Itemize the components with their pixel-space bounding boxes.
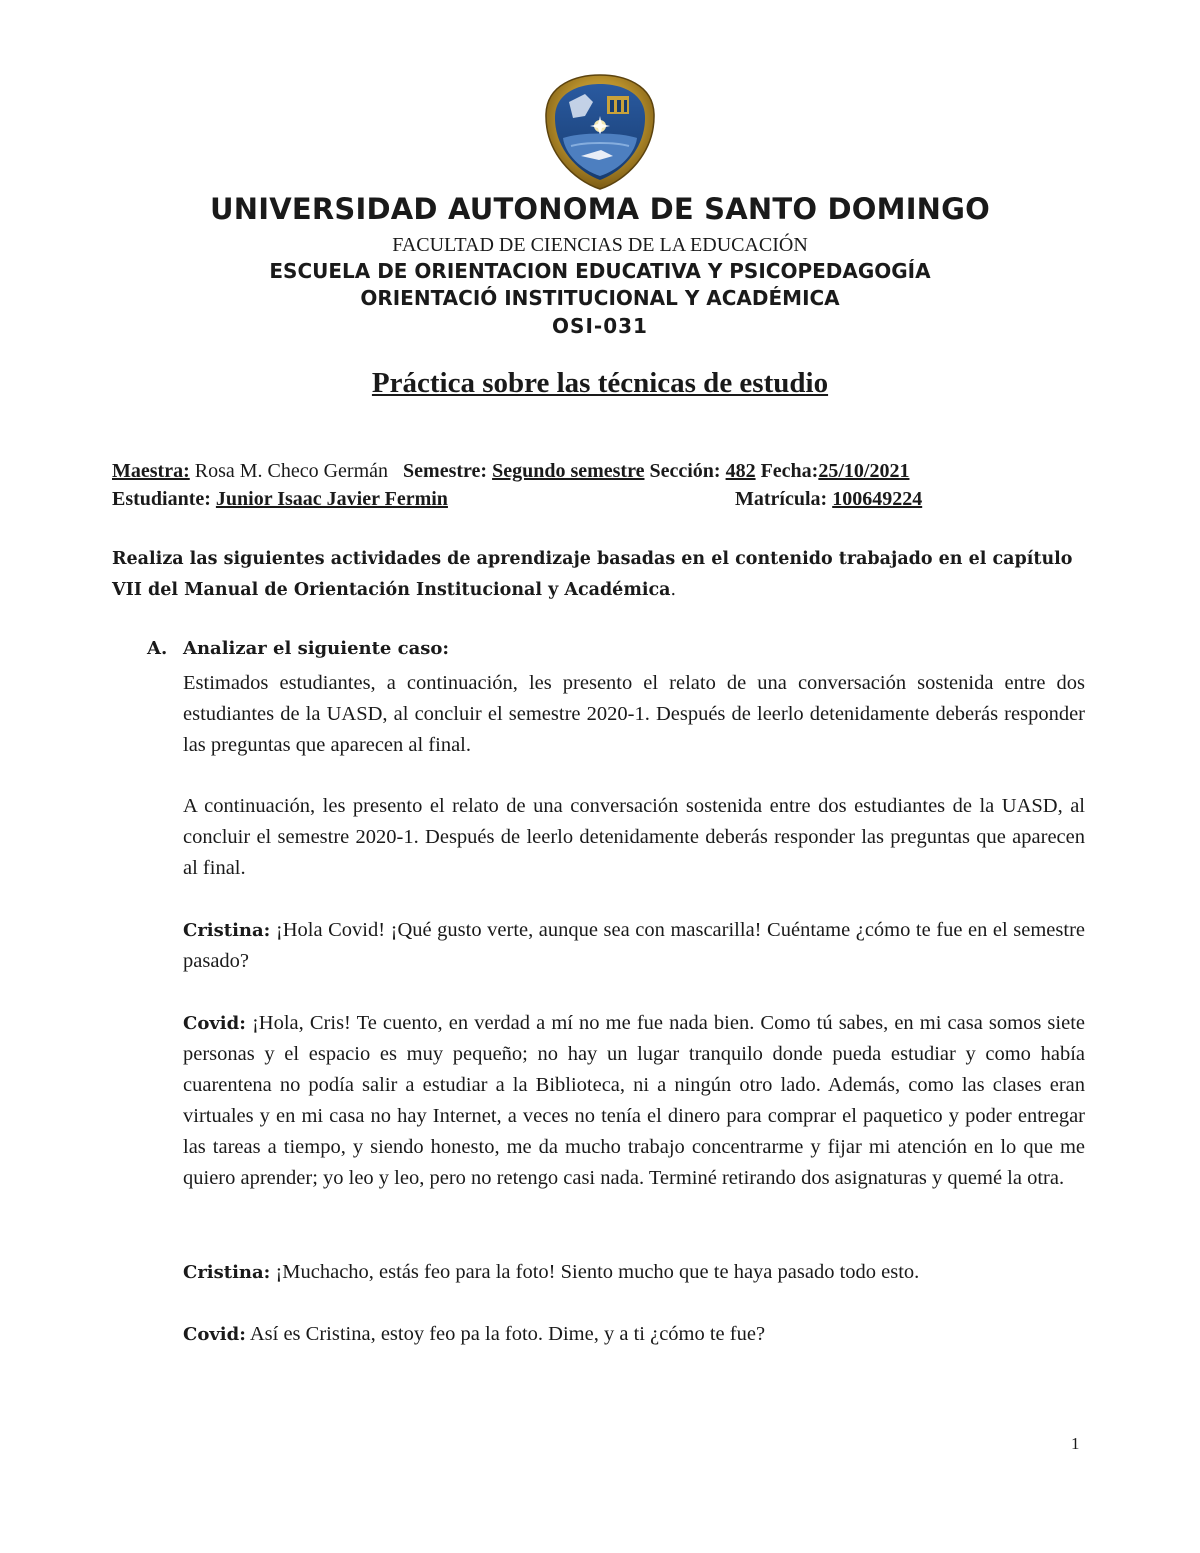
university-name: UNIVERSIDAD AUTONOMA DE SANTO DOMINGO bbox=[209, 192, 991, 226]
dialogue-line bbox=[183, 1257, 1085, 1288]
section-value: 482 bbox=[725, 460, 756, 482]
dialogue-line bbox=[183, 915, 1085, 977]
semester-label: Semestre: bbox=[403, 460, 488, 482]
dialogue-text: Así es Cristina, estoy feo pa la foto. Dime, y a ti ¿cómo te fue? bbox=[245, 1323, 766, 1345]
document-title: Práctica sobre las técnicas de estudio bbox=[371, 367, 829, 399]
instructions-tail: . bbox=[670, 580, 677, 600]
instructions bbox=[112, 544, 1087, 606]
dialogue-speaker: Covid: bbox=[183, 1324, 246, 1345]
date-value: 25/10/2021 bbox=[818, 460, 910, 482]
teacher-value: Rosa M. Checo Germán bbox=[194, 460, 389, 482]
section-label: Sección: bbox=[649, 460, 721, 482]
semester-value: Segundo semestre bbox=[492, 460, 645, 482]
dialogue-text: ¡Muchacho, estás feo para la foto! Siento mucho que te haya pasado todo esto. bbox=[270, 1261, 920, 1283]
date-label: Fecha: bbox=[760, 460, 819, 482]
student-label: Estudiante: bbox=[112, 488, 211, 510]
info-row-id bbox=[735, 488, 922, 511]
school-name: ESCUELA DE ORIENTACION EDUCATIVA Y PSICOPEDAGOGÍA bbox=[269, 259, 931, 283]
section-a-label: A. bbox=[147, 638, 168, 659]
page-number: 1 bbox=[1071, 1434, 1080, 1453]
id-label: Matrícula: bbox=[735, 488, 828, 510]
info-row-student bbox=[112, 488, 448, 511]
id-value: 100649224 bbox=[832, 488, 923, 510]
dialogue-line bbox=[183, 1008, 1085, 1194]
course-name: ORIENTACIÓ INSTITUCIONAL Y ACADÉMICA bbox=[360, 286, 840, 310]
section-a-paragraph-2: A continuación, les presento el relato de una conversación sostenida entre dos estudiantes de la UASD, al concluir el semestre 2020-1. Después de leerlo detenidamente deberás responder las preguntas que aparecen al final. bbox=[183, 795, 1085, 879]
teacher-label: Maestra: bbox=[112, 460, 190, 482]
section-a-title: Analizar el siguiente caso: bbox=[183, 638, 450, 659]
dialogue-speaker: Cristina: bbox=[183, 1262, 271, 1283]
dialogue-text: ¡Hola Covid! ¡Qué gusto verte, aunque sea con mascarilla! Cuéntame ¿cómo te fue en el semestre pasado? bbox=[183, 919, 1085, 972]
dialogue-speaker: Cristina: bbox=[183, 920, 271, 941]
dialogue-text: ¡Hola, Cris! Te cuento, en verdad a mí no me fue nada bien. Como tú sabes, en mi casa somos siete personas y el espacio es muy pequeño; no hay un lugar tranquilo donde pueda estudiar y como había cuarentena no podía salir a estudiar a la Biblioteca, ni a ningún otro lado. Además, como las clases eran virtuales y en mi casa no hay Internet, a veces no tenía el dinero para comprar el paquetico y poder entregar las tareas a tiempo, y siendo honesto, me da mucho trabajo concentrarme y fijar mi atención en lo que me quiero aprender; yo leo y leo, pero no retengo casi nada. Terminé retirando dos asignaturas y quemé la otra. bbox=[183, 1012, 1085, 1189]
dialogue-speaker: Covid: bbox=[183, 1013, 246, 1034]
university-seal-icon bbox=[541, 72, 659, 192]
instructions-text: Realiza las siguientes actividades de aprendizaje basadas en el contenido trabajado en el capítulo VII del Manual de Orientación Institucional y Académica bbox=[112, 549, 1073, 600]
course-code: OSI-031 bbox=[552, 314, 648, 338]
section-a-paragraph-1: Estimados estudiantes, a continuación, les presento el relato de una conversación sostenida entre dos estudiantes de la UASD, al concluir el semestre 2020-1. Después de leerlo detenidamente deberás responder las preguntas que aparecen al final. bbox=[183, 672, 1085, 756]
student-value: Junior Isaac Javier Fermin bbox=[215, 488, 448, 510]
dialogue-line bbox=[183, 1319, 1085, 1350]
faculty-name: FACULTAD DE CIENCIAS DE LA EDUCACIÓN bbox=[392, 234, 808, 256]
info-row-teacher bbox=[112, 460, 909, 483]
